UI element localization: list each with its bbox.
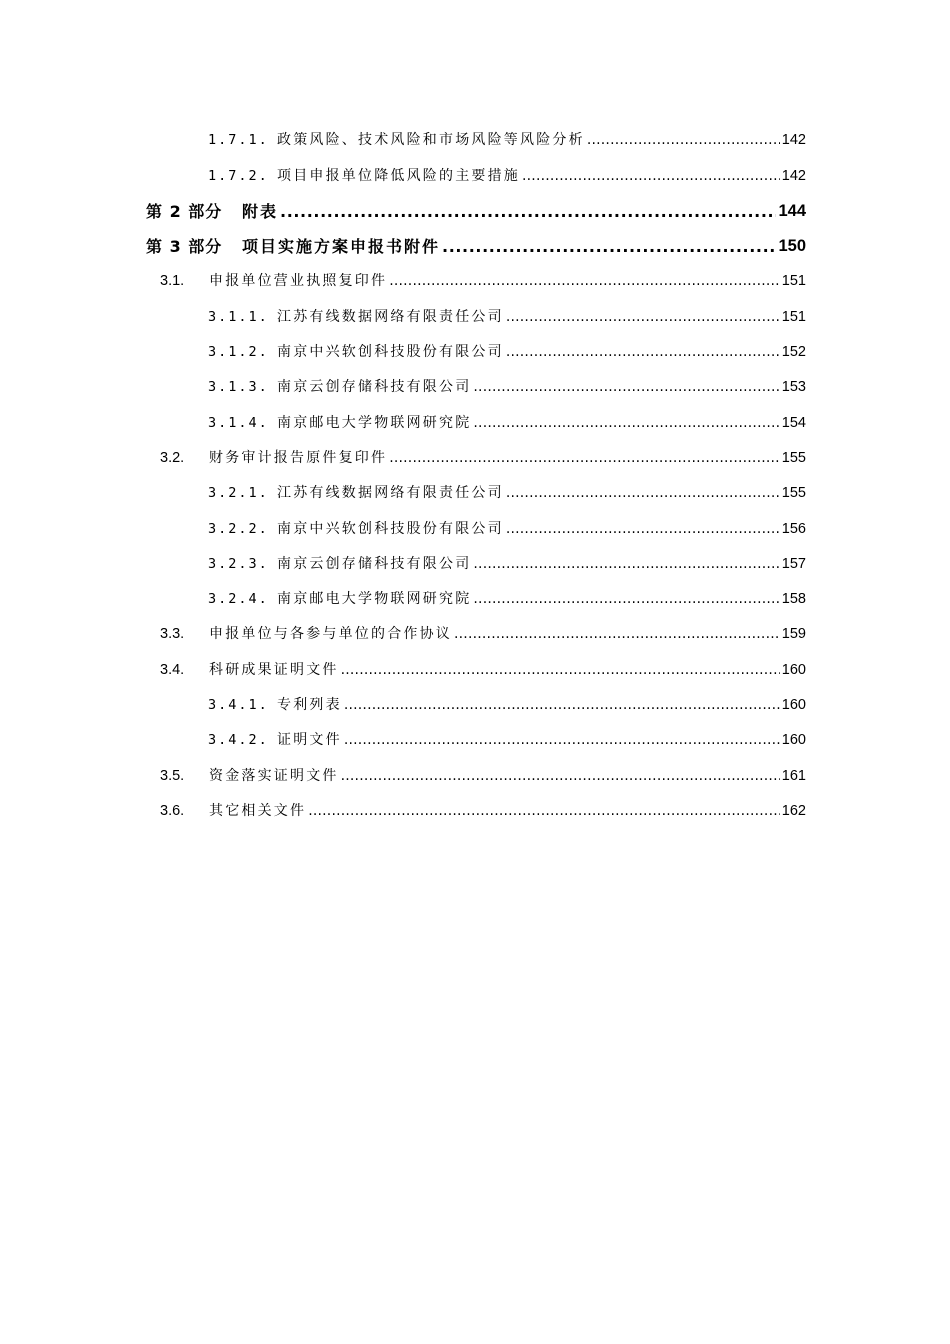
toc-entry-number: 3.6. <box>160 802 185 819</box>
toc-entry[interactable] <box>146 261 806 296</box>
toc-entry[interactable] <box>146 402 806 437</box>
toc-entry[interactable] <box>146 720 806 755</box>
toc-entry[interactable] <box>146 649 806 684</box>
toc-entry-number: 3.4.1. <box>208 697 269 714</box>
toc-dot-leader <box>442 238 776 255</box>
toc-entry-number: 3.1.2. <box>208 344 269 361</box>
toc-entry-page-number: 144 <box>778 201 806 220</box>
toc-entry-page-number: 155 <box>781 485 806 502</box>
toc-entry-title: 南京云创存储科技有限公司 <box>277 379 472 396</box>
toc-dot-leader <box>341 662 780 679</box>
toc-entry-title: 申报单位营业执照复印件 <box>209 273 388 290</box>
toc-entry-number: 3.4. <box>160 661 185 678</box>
toc-entry[interactable] <box>146 755 806 790</box>
toc-entry-page-number: 151 <box>781 273 806 290</box>
toc-entry-number: 第 3 部分 <box>146 237 223 257</box>
toc-entry[interactable] <box>146 226 806 261</box>
toc-dot-leader <box>473 379 779 396</box>
toc-entry-page-number: 157 <box>781 555 806 572</box>
toc-dot-leader <box>506 485 780 502</box>
toc-entry[interactable] <box>146 332 806 367</box>
toc-entry-page-number: 160 <box>781 732 806 749</box>
toc-entry-page-number: 142 <box>781 132 806 149</box>
toc-entry-page-number: 158 <box>781 591 806 608</box>
toc-entry[interactable] <box>146 296 806 331</box>
toc-dot-leader <box>506 521 780 538</box>
toc-entry-page-number: 162 <box>781 802 806 819</box>
toc-dot-leader <box>389 450 780 467</box>
toc-dot-leader <box>587 132 780 149</box>
toc-entry-number: 3.5. <box>160 767 185 784</box>
toc-entry-title: 江苏有线数据网络有限责任公司 <box>277 485 504 502</box>
toc-entry[interactable] <box>146 614 806 649</box>
toc-entry-title: 证明文件 <box>277 732 342 749</box>
toc-dot-leader <box>473 591 779 608</box>
toc-entry[interactable] <box>146 191 806 226</box>
toc-entry-number: 3.1.1. <box>208 308 269 325</box>
toc-entry-page-number: 154 <box>781 414 806 431</box>
toc-entry[interactable] <box>146 120 806 155</box>
toc-entry-title: 江苏有线数据网络有限责任公司 <box>277 308 504 325</box>
toc-entry[interactable] <box>146 579 806 614</box>
toc-dot-leader <box>341 768 780 785</box>
toc-entry-title: 项目申报单位降低风险的主要措施 <box>277 167 520 184</box>
toc-entry[interactable] <box>146 685 806 720</box>
toc-dot-leader <box>506 309 780 326</box>
toc-entry[interactable] <box>146 438 806 473</box>
toc-dot-leader <box>473 556 779 573</box>
toc-entry-number: 3.1.3. <box>208 379 269 396</box>
toc-dot-leader <box>522 168 780 185</box>
toc-entry-page-number: 152 <box>781 344 806 361</box>
toc-entry-title: 政策风险、技术风险和市场风险等风险分析 <box>277 132 585 149</box>
toc-entry-page-number: 155 <box>781 449 806 466</box>
toc-entry-title: 专利列表 <box>277 697 342 714</box>
toc-entry-number: 3.2.1. <box>208 485 269 502</box>
toc-entry-number: 3.2. <box>160 449 185 466</box>
toc-entry-page-number: 160 <box>781 697 806 714</box>
toc-entry-title: 南京中兴软创科技股份有限公司 <box>277 520 504 537</box>
toc-entry-title: 南京邮电大学物联网研究院 <box>277 414 472 431</box>
toc-entry-number: 3.2.2. <box>208 520 269 537</box>
toc-entry[interactable] <box>146 367 806 402</box>
toc-entry-title: 附表 <box>242 201 279 221</box>
toc-entry-page-number: 156 <box>781 520 806 537</box>
toc-dot-leader <box>344 732 780 749</box>
toc-entry[interactable] <box>146 791 806 826</box>
toc-entry-number: 1.7.1. <box>208 132 269 149</box>
toc-entry-title: 南京中兴软创科技股份有限公司 <box>277 344 504 361</box>
toc-entry[interactable] <box>146 544 806 579</box>
toc-entry-page-number: 160 <box>781 661 806 678</box>
toc-dot-leader <box>473 415 779 432</box>
toc-dot-leader <box>344 697 780 714</box>
toc-entry[interactable] <box>146 473 806 508</box>
table-of-contents <box>146 120 806 826</box>
toc-entry-title: 申报单位与各参与单位的合作协议 <box>209 626 452 643</box>
toc-dot-leader <box>280 203 776 220</box>
toc-entry-page-number: 150 <box>778 237 806 256</box>
toc-entry-number: 3.3. <box>160 626 185 643</box>
toc-entry-title: 其它相关文件 <box>209 802 307 819</box>
toc-entry-title: 科研成果证明文件 <box>209 661 339 678</box>
toc-entry[interactable] <box>146 508 806 543</box>
toc-dot-leader <box>308 803 780 820</box>
toc-entry-page-number: 159 <box>781 626 806 643</box>
toc-entry-number: 第 2 部分 <box>146 201 223 221</box>
toc-entry-page-number: 153 <box>781 379 806 396</box>
toc-entry-page-number: 142 <box>781 167 806 184</box>
toc-entry-number: 1.7.2. <box>208 167 269 184</box>
toc-entry-title: 资金落实证明文件 <box>209 767 339 784</box>
toc-entry-number: 3.2.4. <box>208 591 269 608</box>
toc-entry-title: 南京云创存储科技有限公司 <box>277 555 472 572</box>
toc-entry-title: 南京邮电大学物联网研究院 <box>277 591 472 608</box>
toc-entry-number: 3.2.3. <box>208 555 269 572</box>
toc-entry-page-number: 151 <box>781 308 806 325</box>
toc-entry-number: 3.1.4. <box>208 414 269 431</box>
toc-entry-title: 项目实施方案申报书附件 <box>242 237 441 257</box>
toc-entry-page-number: 161 <box>781 767 806 784</box>
toc-entry-number: 3.4.2. <box>208 732 269 749</box>
toc-entry-number: 3.1. <box>160 273 185 290</box>
toc-dot-leader <box>389 273 780 290</box>
toc-dot-leader <box>506 344 780 361</box>
toc-entry[interactable] <box>146 155 806 190</box>
toc-dot-leader <box>454 626 780 643</box>
toc-entry-title: 财务审计报告原件复印件 <box>209 449 388 466</box>
